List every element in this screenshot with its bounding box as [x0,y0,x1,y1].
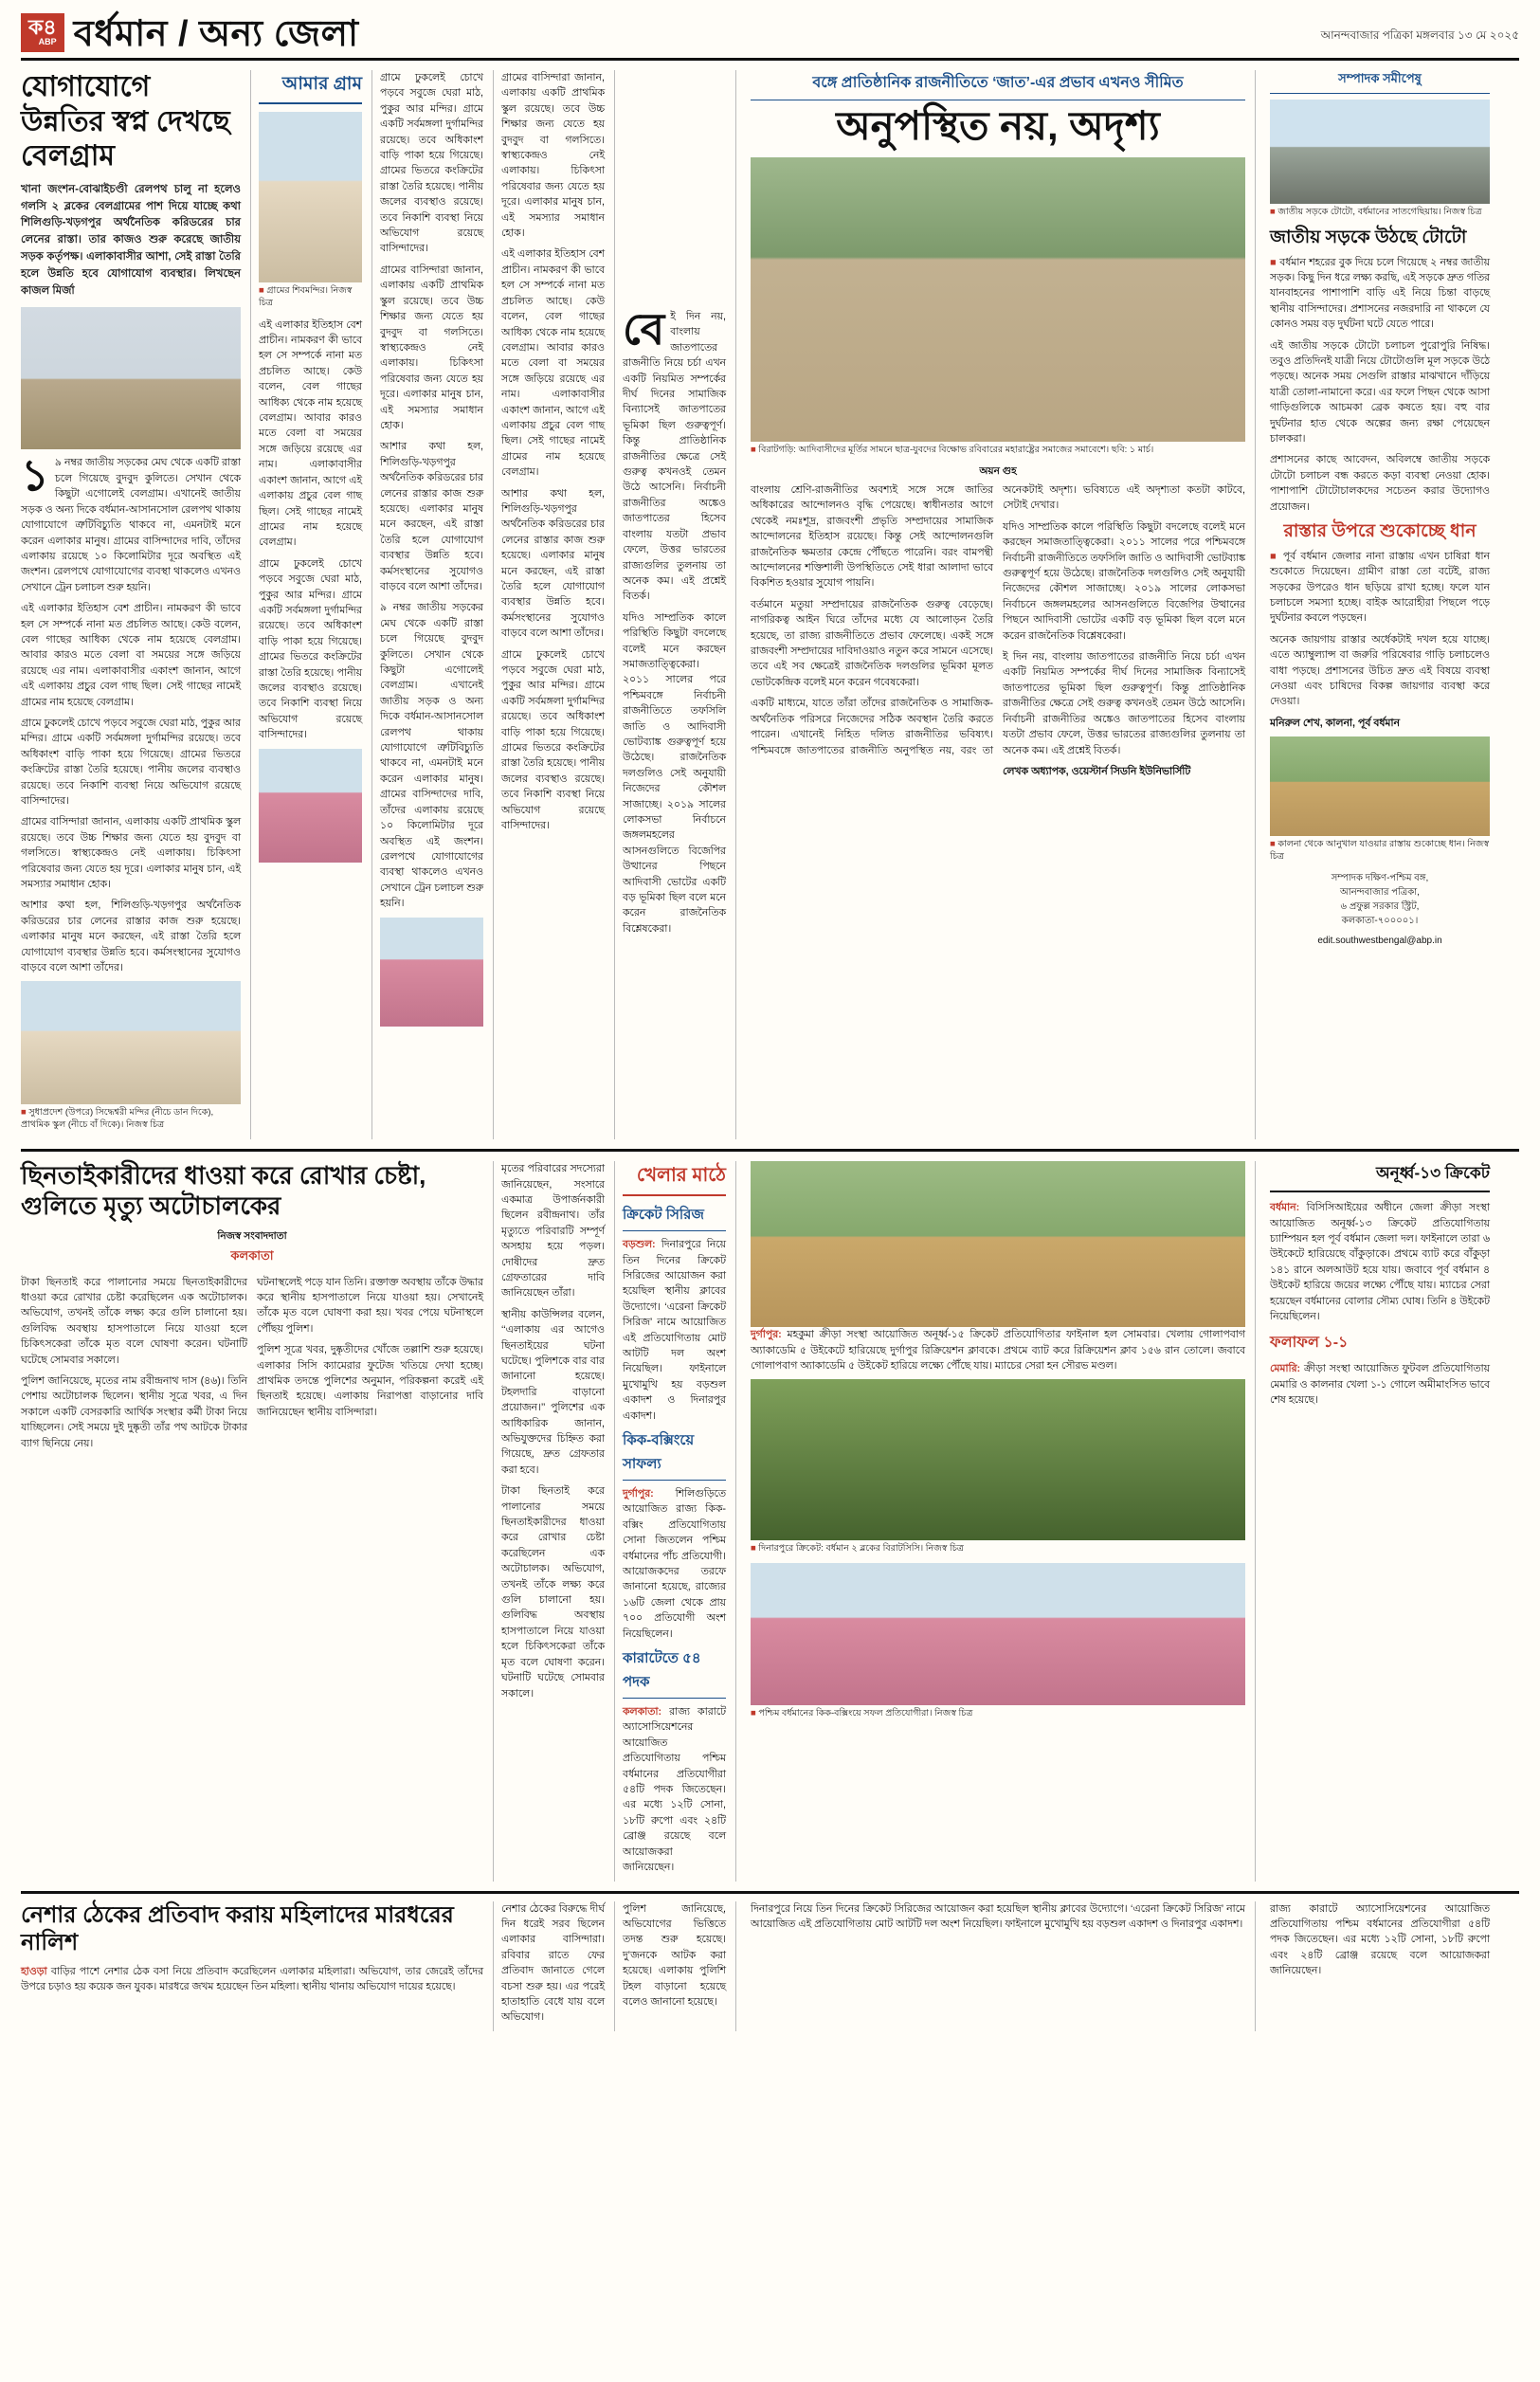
sports-photo-2 [751,1379,1245,1540]
editorial-email[interactable]: edit.southwestbengal@abp.in [1317,935,1442,946]
column-nesha-cont-1 [493,1901,605,2031]
snatch-para-3: পুলিশ সূত্রে খবর, দুষ্কৃতীদের খোঁজে তল্লাশি শুরু হয়েছে। এলাকার সিসি ক্যামেরার ফুটেজ খতিয়ে দেখা হচ্ছে। প্রাথমিক তদন্তে পুলিশের অনুমান, পরিকল্পনা করেই এই ছিনতাই হয়েছে। এলাকায় নিরাপত্তা বাড়ানোর দাবি জানিয়েছেন স্থানীয় বাসিন্দারা। [257,1344,483,1418]
belgram-cont2-para-3: গ্রামে ঢুকলেই চোখে পড়বে সবুজে ঘেরা মাঠ, পুকুর আর মন্দির। গ্রামে একটি সর্বমঙ্গলা দুর্গামন্দির রয়েছে। তবে অধিকাংশ বাড়ি পাকা হয়ে গিয়েছে। গ্রামের ভিতরে কংক্রিটের রাস্তা তৈরি হয়েছে। পানীয় জলের ব্যবস্থাও রয়েছে। তবে নিকাশি ব্যবস্থা নিয়ে অভিযোগ রয়েছে বাসিন্দাদের। [501,648,605,832]
jaat-body-para-3: বর্তমানে মতুয়া সম্প্রদায়ের রাজনৈতিক গুরুত্ব বেড়েছে। নাগরিকত্ব আইন ঘিরে তাঁদের মধ্যে যে আলোড়ন তৈরি হয়েছে, তা রাজ্য রাজনীতিতে প্রভাব ফেলেছে। একই সঙ্গে রাজবংশী সম্প্রদায়ের দাবিদাওয়াও নতুন করে সামনে এসেছে। তবে এই সব ক্ষেত্রেই রাজনৈতিক দলগুলির ভূমিকা মূলত ভোটকেন্দ্রিক বলেই মনে করেন গবেষকেরা। [751,598,993,688]
nesha-headline: নেশার ঠেকের প্রতিবাদ করায় মহিলাদের মারধরের নালিশ [21,1901,454,1955]
address-line-3: কলকাতা-৭০০০০১। [1341,915,1419,926]
masthead-dateline: আনন্দবাজার পত্রিকা মঙ্গলবার ১৩ মে ২০২৫ [1320,28,1519,42]
jaat-photo-caption-text: বিরাটগড়ি: আদিবাসীদের মূর্তির সামনে ছাত্র-যুবদের বিক্ষোভ রবিবারের মহারাষ্ট্রের সমাজের সমাবেশে। ছবি: ১ মার্চ। [758,445,1154,456]
amargram-photo-2 [259,749,362,863]
editorial-para-1: এই জাতীয় সড়কে টোটো চলাচল পুরোপুরি নিষিদ্ধ। তবুও প্রতিদিনই যাত্রী নিয়ে টোটোগুলি মূল সড়কে উঠে পড়ছে। অনেক সময় সেগুলি রাস্তার মাঝখানে দাঁড়িয়ে যাত্রী তোলা-নামানো করে। এর ফলে পিছন থেকে আসা গাড়িগুলিকে আচমকা ব্রেক কষতে হয়। বহু বার দুর্ঘটনার হাত থেকে অল্পের জন্য রক্ষা পেয়েছেন চালকরা। [1270,339,1490,445]
jaat-photo-caption: ■ বিরাটগড়ি: আদিবাসীদের মূর্তির সামনে ছাত্র-যুবদের বিক্ষোভ রবিবারের মহারাষ্ট্রের সমাজের সমাবেশে। ছবি: ১ মার্চ। [751,445,1154,456]
belgram-para-2: গ্রামে ঢুকলেই চোখে পড়বে সবুজে ঘেরা মাঠ, পুকুর আর মন্দির। গ্রামে একটি সর্বমঙ্গলা দুর্গামন্দির রয়েছে। তবে অধিকাংশ বাড়ি পাকা হয়ে গিয়েছে। গ্রামের ভিতরে কংক্রিটের রাস্তা তৈরি হয়েছে। পানীয় জলের ব্যবস্থাও রয়েছে। তবে নিকাশি ব্যবস্থা নিয়ে অভিযোগ রয়েছে বাসিন্দাদের। [21,717,241,807]
belgram-caption-text: সুধাপ্রদেশ (উপরে) সিদ্ধেশ্বরী মন্দির (নীচে ডান দিকে), প্রাথমিক স্কুল (নীচে বাঁ দিকে)। নিজস্ব চিত্র [21,1107,214,1131]
main-grid [21,70,1519,1139]
jaat-para-1: যদিও সাম্প্রতিক কালে পরিস্থিতি কিছুটা বদলেছে বলেই মনে করছেন সমাজতাত্ত্বিকেরা। ২০১১ সালের পরে পশ্চিমবঙ্গে নির্বাচনী রাজনীতিতে তফসিলি জাতি ও আদিবাসী ভোটব্যাঙ্ক গুরুত্বপূর্ণ হয়ে উঠেছে। রাজনৈতিক দলগুলিও সেই অনুযায়ী নিজেদের কৌশল সাজাচ্ছে। ২০১৯ সালের লোকসভা নির্বাচনে জঙ্গলমহলের আসনগুলিতে বিজেপির উত্থানের পিছনে আদিবাসী ভোটের একটি বড় ভূমিকা ছিল বলে মনে করেন রাজনৈতিক বিশ্লেষকেরা। [623,611,726,935]
bottom-sports-text: দিনারপুরে নিয়ে তিন দিনের ক্রিকেট সিরিজের আয়োজন করা হয়েছিল স্থানীয় ক্লাবের উদ্যোগে। ‘এরেনা ক্রিকেট সিরিজ’ নামে আয়োজিত এই প্রতিযোগিতায় মোট আটটি দল অংশ নিয়েছিল। ফাইনালে মুখোমুখি হয় বড়শুল একাদশ ও দিনারপুর একাদশ। [751,1902,1245,1930]
jaat-body-para-4: একটি মাধ্যমে, যাতে তাঁরা তাঁদের রাজনৈতিক ও সামাজিক-অর্থনৈতিক পরিসরে নিজেদের সঠিক অবস্থান তৈরি করতে পারেন। এখানেই নিহিত দলিত রাজনীতির ভবিষ্যৎ। পশ্চিমবঙ্গে জাতপাতের রাজনীতি অনুপস্থিত নয়, বরং তা অনেকটাই অদৃশ্য। ভবিষ্যতে এই অদৃশ্যতা কতটা কাটবে, সেটাই দেখার। [751,484,1245,756]
belgram-cont2-para-1: এই এলাকার ইতিহাস বেশ প্রাচীন। নামকরণ কী ভাবে হল সে সম্পর্কে নানা মত প্রচলিত আছে। কেউ বলেন, বেল গাছের আধিক্য থেকে নাম হয়েছে বেলগ্রাম। আবার কারও মতে বেলা বা সময়ের সঙ্গে জড়িয়ে রয়েছে এর নাম। এলাকাবাসীর একাংশ জানান, আগে এই এলাকায় প্রচুর বেল গাছ ছিল। সেই গাছের নামেই গ্রামের নাম হয়েছে বেলগ্রাম। [501,248,605,479]
snatch-headline: ছিনতাইকারীদের ধাওয়া করে রোখার চেষ্টা, গুলিতে মৃত্যু অটোচালকের [21,1161,426,1220]
masthead [21,13,1519,61]
belgram-photo-caption-bottom: ■ সুধাপ্রদেশ (উপরে) সিদ্ধেশ্বরী মন্দির (নীচে ডান দিকে), প্রাথমিক স্কুল (নীচে বাঁ দিকে)। নিজস্ব চিত্র [21,1107,214,1131]
bottom-divider [21,1891,1519,1894]
editorial-para2-1: অনেক জায়গায় রাস্তার অর্ধেকটাই দখল হয়ে যাচ্ছে। এতে অ্যাম্বুল্যান্স বা জরুরি পরিষেবার গাড়ি চলাচলেও বাধা পড়ছে। প্রশাসনের উচিত দ্রুত এই বিষয়ে ব্যবস্থা নেওয়া এবং চাষিদের বিকল্প জায়গার ব্যবস্থা করে দেওয়া। [1270,633,1490,708]
sports-item-1 [623,1237,726,1424]
vertical-rule-b [1255,70,1260,1139]
sports-section-head: খেলার মাঠে [623,1161,726,1196]
editorial-para2-0-text: পূর্ব বর্ধমান জেলার নানা রাস্তায় এখন চাষিরা ধান শুকোতে দিয়েছেন। গ্রামীণ রাস্তা তো বটেই, রাজ্য সড়কের উপরেও ধান ছড়িয়ে রাখা হচ্ছে। ফলে যান চলাচলে সমস্যা হচ্ছে। বাইক আরোহীরা পিছলে পড়ে দুর্ঘটনার কবলে পড়ছেন। [1270,550,1490,625]
belgram-cont-para-0: গ্রামে ঢুকলেই চোখে পড়বে সবুজে ঘেরা মাঠ, পুকুর আর মন্দির। গ্রামে একটি সর্বমঙ্গলা দুর্গামন্দির রয়েছে। তবে অধিকাংশ বাড়ি পাকা হয়ে গিয়েছে। গ্রামের ভিতরে কংক্রিটের রাস্তা তৈরি হয়েছে। পানীয় জলের ব্যবস্থাও রয়েছে। তবে নিকাশি ব্যবস্থা নিয়ে অভিযোগ রয়েছে বাসিন্দাদের। [380,72,483,255]
masthead-left [21,13,359,52]
editorial-para-2: প্রশাসনের কাছে আবেদন, অবিলম্বে জাতীয় সড়কে টোটো চলাচল বন্ধ করতে কড়া ব্যবস্থা নেওয়া হোক। পাশাপাশি টোটোচালকদের সচেতন করার উদ্যোগও প্রয়োজন। [1270,454,1490,513]
editorial-photo-2-caption: ■ কালনা থেকে আনুখাল যাওয়ার রাস্তায় শুকোচ্ছে ধান। নিজস্ব চিত্র [1270,839,1490,863]
sports-item-3 [623,1486,726,1642]
column-amargram [250,70,362,1139]
vertical-rule-c [735,1161,741,1881]
belgram-para-1: এই এলাকার ইতিহাস বেশ প্রাচীন। নামকরণ কী ভাবে হল সে সম্পর্কে নানা মত প্রচলিত আছে। কেউ বলেন, বেল গাছের আধিক্য থেকে নাম হয়েছে বেলগ্রাম। আবার কারও মতে বেলা বা সময়ের সঙ্গে জড়িয়ে রয়েছে এর নাম। এলাকাবাসীর একাংশ জানান, আগে এই এলাকায় প্রচুর বেল গাছ ছিল। সেই গাছের নামেই গ্রামের নাম হয়েছে বেলগ্রাম। [21,603,241,708]
column-belgram [21,70,241,1139]
snatch-para-2: ঘটনাস্থলেই পড়ে যান তিনি। রক্তাক্ত অবস্থায় তাঁকে উদ্ধার করে স্থানীয় হাসপাতালে নিয়ে যাওয়া হয়। সেখানেই তাঁকে মৃত বলে ঘোষণা করা হয়। খবর পেয়ে ঘটনাস্থলে পৌঁছয় পুলিশ। [257,1276,483,1335]
amargram-caption-text: গ্রামের শিবমন্দির। নিজস্ব চিত্র [259,285,353,308]
jaat-banner: বঙ্গে প্রাতিষ্ঠানিক রাজনীতিতে ‘জাত’-এর প্রভাব এখনও সীমিত [751,70,1245,100]
folio-badge [21,13,64,52]
sports-item-4-text: রাজ্য কারাটে অ্যাসোসিয়েশনের আয়োজিত প্রতিযোগিতায় পশ্চিম বর্ধমানের প্রতিযোগীরা ৫৪টি পদক জিতেছেন। এর মধ্যে ১২টি সোনা, ১৮টি রুপো এবং ২৪টি ব্রোঞ্জ রয়েছে বলে আয়োজকরা জানিয়েছেন। [623,1706,726,1874]
column-sports-right [1270,1161,1490,1881]
editorial-photo-2 [1270,736,1490,836]
sports-photo-1 [751,1161,1245,1327]
jaat-body-para-2: বাংলায় শ্রেণি-রাজনীতির অবশ্যই সঙ্গে সঙ্গে জাতির অধিকারের আন্দোলনও বৃদ্ধি পেয়েছে। স্বাধীনতার আগে থেকেই নমঃশূদ্র, রাজবংশী প্রভৃতি সম্প্রদায়ের সামাজিক আন্দোলনের ইতিহাস রয়েছে। কিন্তু সেই আন্দোলনগুলি রাজনৈতিক ক্ষমতার কেন্দ্রে পৌঁছতে পারেনি। বরং বামপন্থী আন্দোলনের শক্তিশালী উপস্থিতিতে সেই ধারা আলাদা ভাবে বিকশিত হওয়ার সুযোগ পায়নি। [751,484,993,590]
column-editorial [1270,70,1490,1139]
nesha-place: হাওড়া [21,1966,47,1978]
column-snatch-head [21,1161,483,1881]
folio-number: ক৪ [28,15,57,39]
belgram-photo-primary [21,307,241,449]
jaat-dropcap: বে [623,304,665,354]
column-bottom-sports [751,1901,1245,2031]
amargram-para-b: গ্রামে ঢুকলেই চোখে পড়বে সবুজে ঘেরা মাঠ, পুকুর আর মন্দির। গ্রামে একটি সর্বমঙ্গলা দুর্গামন্দির রয়েছে। তবে অধিকাংশ বাড়ি পাকা হয়ে গিয়েছে। গ্রামের ভিতরে কংক্রিটের রাস্তা তৈরি হয়েছে। পানীয় জলের ব্যবস্থাও রয়েছে। তবে নিকাশি ব্যবস্থা নিয়ে অভিযোগ রয়েছে বাসিন্দাদের। [259,557,362,741]
editorial-head: সম্পাদক সমীপেষু [1270,70,1490,94]
sports-photo-3-caption: ■ পশ্চিম বর্ধমানের কিক-বক্সিংয়ে সফল প্রতিযোগীরা। নিজস্ব চিত্র [751,1708,973,1719]
sports-photo-2-caption-text: দিনারপুরে ক্রিকেট: বর্ধমান ২ ব্লকের বিরাটসিসি। নিজস্ব চিত্র [758,1543,964,1555]
sports-sub-1: ক্রিকেট সিরিজ [623,1204,726,1231]
sports-item-1-place: বড়শুল: [623,1239,656,1251]
editorial-para-0: ■ বর্ধমান শহরের বুক দিয়ে চলে গিয়েছে ২ নম্বর জাতীয় সড়ক। কিছু দিন ধরে লক্ষ্য করছি, এই সড়কে দ্রুত গতির যানবাহনের পাশাপাশি বাড়ি এই নিয়ে চিন্তা বাড়ছে স্থানীয় বাসিন্দাদের। প্রশাসনের নজরদারি না থাকলে যে কোনও সময় বড় দুর্ঘটনা ঘটে যেতে পারে। [1270,256,1490,331]
address-line-0: সম্পাদক দক্ষিণ-পশ্চিম বঙ্গ, [1331,872,1429,883]
belgram-cont-para-2: আশার কথা হল, শিলিগুড়ি-খড়গপুর অর্থনৈতিক করিডরের চার লেনের রাস্তার কাজ শুরু হয়েছে। এলাকার মানুষ মনে করছেন, এই রাস্তা তৈরি হলে যোগাযোগ ব্যবস্থার উন্নতি হবে। কর্মসংস্থানের সুযোগও বাড়বে বলে আশা তাঁদের। [380,441,483,592]
snatch-para-5: স্থানীয় কাউন্সিলর বলেন, ‘‘এলাকায় এর আগেও ছিনতাইয়ের ঘটনা ঘটেছে। পুলিশকে বার বার জানানো হয়েছে। টহলদারি বাড়ানো প্রয়োজন।’’ পুলিশের এক আধিকারিক জানান, অভিযুক্তদের চিহ্নিত করা গিয়েছে, দ্রুত গ্রেফতার করা হবে। [501,1308,605,1476]
bottom-right-text: রাজ্য কারাটে অ্যাসোসিয়েশনের আয়োজিত প্রতিযোগিতায় পশ্চিম বর্ধমানের প্রতিযোগীরা ৫৪টি পদক জিতেছেন। এর মধ্যে ১২টি সোনা, ১৮টি রুপো এবং ২৪টি ব্রোঞ্জ রয়েছে বলে আয়োজকরা জানিয়েছেন। [1270,1902,1490,1977]
editorial-headline-1: জাতীয় সড়কে উঠছে টোটো [1270,227,1467,247]
snatch-byline: নিজস্ব সংবাদদাতা [217,1229,287,1242]
page-title: বর্ধমান / অন্য জেলা [73,14,359,54]
editorial-photo-1-caption-text: জাতীয় সড়কে টোটো, বর্ধমানের সাতগেছিয়ায়। নিজস্ব চিত্র [1277,207,1482,217]
jaat-para-0 [623,304,726,605]
amargram-para-a: এই এলাকার ইতিহাস বেশ প্রাচীন। নামকরণ কী ভাবে হল সে সম্পর্কে নানা মত প্রচলিত আছে। কেউ বলেন, বেল গাছের আধিক্য থেকে নাম হয়েছে বেলগ্রাম। আবার কারও মতে বেলা বা সময়ের সঙ্গে জড়িয়ে রয়েছে এর নাম। এলাকাবাসীর একাংশ জানান, আগে এই এলাকায় প্রচুর বেল গাছ ছিল। সেই গাছের নামেই গ্রামের নাম হয়েছে বেলগ্রাম। [259,318,362,549]
sports-right-item2-text: ক্রীড়া সংস্থা আয়োজিত ফুটবল প্রতিযোগিতায় মেমারি ও কালনার খেলা ১-১ গোলে অমীমাংসিত ভাবে শেষ হয়েছে। [1270,1363,1490,1407]
column-jaat-main [751,70,1245,1139]
sports-item-4 [623,1704,726,1875]
jaat-footer: লেখক অধ্যাপক, ওয়েস্টার্ন সিডনি ইউনিভার্সিটি [1003,765,1191,777]
belgram-photo-3 [380,918,483,1027]
vertical-rule-a [735,70,741,1139]
jaat-headline: অনুপস্থিত নয়, অদৃশ্য [836,103,1160,148]
column-sports-1 [614,1161,726,1881]
section-amar-gram: আমার গ্রাম [259,70,362,104]
editorial-headline-2: রাস্তার উপরে শুকোচ্ছে ধান [1283,521,1477,542]
editorial-photo-2-caption-text: কালনা থেকে আনুখাল যাওয়ার রাস্তায় শুকোচ্ছে ধান। নিজস্ব চিত্র [1270,839,1490,863]
sports-result: ফলাফল ১-১ [1270,1335,1349,1352]
folio-sub: ABP [38,37,57,46]
sports-item-3-text: শিলিগুড়িতে আয়োজিত রাজ্য কিক-বক্সিং প্রতিযোগিতায় সোনা জিতলেন পশ্চিম বর্ধমানের পাঁচ প্রতিযোগী। আয়োজকদের তরফে জানানো হয়েছে, রাজ্যের ১৬টি জেলা থেকে প্রায় ৭০০ প্রতিযোগী অংশ নিয়েছিলেন। [623,1487,726,1640]
belgram-para-3: গ্রামের বাসিন্দারা জানান, এলাকায় একটি প্রাথমিক স্কুল রয়েছে। তবে উচ্চ শিক্ষার জন্য যেতে হয় বুদবুদ বা গলসিতে। স্বাস্থ্যকেন্দ্রও নেই এলাকায়। চিকিৎসা পরিষেবার জন্য যেতে হয় দূরে। এলাকার মানুষ চান, এই সমস্যার সমাধান হোক। [21,816,241,891]
jaat-body-columns [751,482,1245,779]
editorial-address [1270,871,1490,928]
jaat-body-para-1b: যদিও সাম্প্রতিক কালে পরিস্থিতি কিছুটা বদলেছে বলেই মনে করছেন সমাজতাত্ত্বিকেরা। ২০১১ সালের পরে পশ্চিমবঙ্গে নির্বাচনী রাজনীতিতে তফসিলি জাতি ও আদিবাসী ভোটব্যাঙ্ক গুরুত্বপূর্ণ হয়ে উঠেছে। রাজনৈতিক দলগুলিও সেই অনুযায়ী নিজেদের কৌশল সাজাচ্ছে। ২০১৯ সালের লোকসভা নির্বাচনে জঙ্গলমহলের আসনগুলিতে বিজেপির উত্থানের পিছনে আদিবাসী ভোটের একটি বড় ভূমিকা ছিল বলে মনে করেন রাজনৈতিক বিশ্লেষকেরা। [1003,520,1245,642]
belgram-dropcap: ১ [21,450,49,500]
vertical-rule-f [1255,1901,1260,2031]
column-nesha-cont-2 [614,1901,726,2031]
sports-photo-2-caption: ■ দিনারপুরে ক্রিকেট: বর্ধমান ২ ব্লকের বিরাটসিসি। নিজস্ব চিত্র [751,1543,964,1555]
snatch-para-1: পুলিশ জানিয়েছে, মৃতের নাম রবীন্দ্রনাথ দাস (৪৬)। তিনি পেশায় অটোচালক ছিলেন। স্থানীয় সূত্রে খবর, এ দিন সকালে একটি বেসরকারি আর্থিক সংস্থার কর্মী টাকা নিয়ে যাচ্ছিলেন। সেই সময়ে দুই দুষ্কৃতী তাঁর পথ আটকে টাকার ব্যাগ ছিনিয়ে নেয়। [21,1374,247,1449]
bottom-grid [21,1161,1519,1881]
nesha-para-0 [21,1964,483,1995]
amargram-temple-photo [259,112,362,282]
belgram-cont2-para-2: আশার কথা হল, শিলিগুড়ি-খড়গপুর অর্থনৈতিক করিডরের চার লেনের রাস্তার কাজ শুরু হয়েছে। এলাকার মানুষ মনে করছেন, এই রাস্তা তৈরি হলে যোগাযোগ ব্যবস্থার উন্নতি হবে। কর্মসংস্থানের সুযোগও বাড়বে বলে আশা তাঁদের। [501,487,605,640]
editorial-letter-sign: মনিরুল শেখ, কালনা, পূর্ব বর্ধমান [1270,717,1400,729]
snatch-place: কলকাতা [230,1247,274,1263]
vertical-rule-e [735,1901,741,2031]
column-snatch-cont [493,1161,605,1881]
sports-item-1-text: দিনারপুরে নিয়ে তিন দিনের ক্রিকেট সিরিজের আয়োজন করা হয়েছিল স্থানীয় ক্লাবের উদ্যোগে। ‘এরেনা ক্রিকেট সিরিজ’ নামে আয়োজিত এই প্রতিযোগিতায় মোট আটটি দল অংশ নিয়েছিল। ফাইনালে মুখোমুখি হয় বড়শুল একাদশ ও দিনারপুর একাদশ। [623,1239,726,1422]
sports-item-4-place: কলকাতা: [623,1706,662,1718]
belgram-para-0-text: ৯ নম্বর জাতীয় সড়কের মেঘ থেকে একটি রাস্তা চলে গিয়েছে বুদবুদ কুলিতে। সেখান থেকে কিছুটা এগোলেই বেলগ্রাম। এখানেই জাতীয় সড়ক ও অন্য দিকে বর্ধমান-আসানসোল রেলপথ থাকায় যোগাযোগে ত্রুটিবিচ্যুতি থাকবে না, এমনটাই মনে করেন এলাকার মানুষ। গ্রামের বাসিন্দাদের দাবি, তাঁদের এলাকায় রয়েছে ১০ কিলোমিটার দূরে অবস্থিত এই জংশন। রেলপথে যোগাযোগের ব্যবস্থা থাকলেও এখনও সেখানে ট্রেন চলাচল শুরু হয়নি। [21,457,241,593]
snatch-body [21,1275,483,1451]
sports-right-item2 [1270,1361,1490,1408]
belgram-headline: যোগাযোগে উন্নতির স্বপ্ন দেখছে বেলগ্রাম [21,71,230,173]
belgram-standfirst: খানা জংশন-বোঝাইচণ্ডী রেলপথ চালু না হলেও গলসি ২ ব্লকের বেলগ্রামের পাশ দিয়ে যাচ্ছে কথা শিলিগুড়ি-খড়গপুর অর্থনৈতিক করিডরের চার লেনের রাস্তা। তার কাজও শুরু করেছে জাতীয় সড়ক কর্তৃপক্ষ। এলাকাবাসীর আশা, সেই রাস্তা তৈরি হলে উন্নতি হবে যোগাযোগ ব্যবস্থার। লিখছেন কাজল মির্জা [21,183,241,297]
sports-right-item2-place: মেমারি: [1270,1363,1301,1375]
bottom-grid-2 [21,1901,1519,2031]
sports-sub-3: কারাটেতে ৫৪ পদক [623,1647,726,1699]
sports-item-2-text: মহকুমা ক্রীড়া সংস্থা আয়োজিত অনূর্ধ্ব-১৫ ক্রিকেট প্রতিযোগিতার ফাইনাল হল সোমবার। খেলায় গোলাপবাগ অ্যাকাডেমি ৫ উইকেটে হারিয়েছে দুর্গাপুর রিক্রিয়েশন ক্লাবকে। প্রথমে ব্যাট করে রিক্রিয়েশন ক্লাব ১৫৬ রান তোলে। জবাবে গোলাপবাগ অ্যাকাডেমি ৫ উইকেট হারিয়ে লক্ষ্যে পৌঁছে যায়। ম্যাচের সেরা হন সৌরভ মণ্ডল। [751,1329,1246,1372]
address-line-1: আনন্দবাজার পত্রিকা, [1340,886,1420,898]
sports-right-item [1270,1200,1490,1324]
belgram-cont-para-3: ৯ নম্বর জাতীয় সড়কের মেঘ থেকে একটি রাস্তা চলে গিয়েছে বুদবুদ কুলিতে। সেখান থেকে কিছুটা এগোলেই বেলগ্রাম। এখানেই জাতীয় সড়ক ও অন্য দিকে বর্ধমান-আসানসোল রেলপথ থাকায় যোগাযোগে ত্রুটিবিচ্যুতি থাকবে না, এমনটাই মনে করেন এলাকার মানুষ। গ্রামের বাসিন্দাদের দাবি, তাঁদের এলাকায় রয়েছে ১০ কিলোমিটার দূরে অবস্থিত এই জংশন। রেলপথে যোগাযোগের ব্যবস্থা থাকলেও এখনও সেখানে ট্রেন চলাচল শুরু হয়নি। [380,602,483,910]
snatch-para-0: টাকা ছিনতাই করে পালানোর সময়ে ছিনতাইকারীদের ধাওয়া করে রোখার চেষ্টা করেছিলেন এক অটোচালক। অভিযোগ, তখনই তাঁকে লক্ষ্য করে গুলি চালানো হয়। গুলিবিদ্ধ অবস্থায় হাসপাতালে নিয়ে যাওয়া হলে চিকিৎসকেরা তাঁকে মৃত বলে ঘোষণা করেন। ঘটনাটি ঘটেছে সোমবার সকালে। [21,1276,247,1366]
column-jaat-1 [614,70,726,1139]
editorial-para-0-text: বর্ধমান শহরের বুক দিয়ে চলে গিয়েছে ২ নম্বর জাতীয় সড়ক। কিছু দিন ধরে লক্ষ্য করছি, এই সড়কে দ্রুত গতির যানবাহনের পাশাপাশি বাড়ি এই নিয়ে চিন্তা বাড়ছে স্থানীয় বাসিন্দাদের। প্রশাসনের নজরদারি না থাকলে যে কোনও সময় বড় দুর্ঘটনা ঘটে যেতে পারে। [1270,256,1490,331]
sports-item-2 [751,1327,1245,1373]
sports-right-text: বিসিসিআইয়ের অধীনে জেলা ক্রীড়া সংস্থা আয়োজিত অনূর্ধ্ব-১৩ ক্রিকেট প্রতিযোগিতায় চ্যাম্পিয়ন হল পূর্ব বর্ধমান জেলা দল। ফাইনালে তারা ৬ উইকেটে হারিয়েছে বাঁকুড়াকে। প্রথমে ব্যাট করে বাঁকুড়া ১৪১ রানে অলআউট হয়ে যায়। জবাবে পূর্ব বর্ধমান ৪ উইকেট হারিয়ে জয়ের লক্ষ্যে পৌঁছে যায়। ম্যাচের সেরা হয়েছেন বর্ধমানের বোলার সৌম্য ঘোষ। তিনি ৪ উইকেট নিয়েছিলেন। [1270,1202,1490,1322]
sports-photo-3-caption-text: পশ্চিম বর্ধমানের কিক-বক্সিংয়ে সফল প্রতিযোগীরা। নিজস্ব চিত্র [758,1708,973,1719]
sports-sub-2: কিক-বক্সিংয়ে সাফল্য [623,1429,726,1481]
nesha-para-1: নেশার ঠেকের বিরুদ্ধে দীর্ঘ দিন ধরেই সরব ছিলেন এলাকার বাসিন্দারা। রবিবার রাতে ফের প্রতিবাদ জানাতে গেলে বচসা শুরু হয়। এর পরেই হাতাহাতি বেধে যায় বলে অভিযোগ। [501,1902,605,2024]
belgram-cont-para-1: গ্রামের বাসিন্দারা জানান, এলাকায় একটি প্রাথমিক স্কুল রয়েছে। তবে উচ্চ শিক্ষার জন্য যেতে হয় বুদবুদ বা গলসিতে। স্বাস্থ্যকেন্দ্রও নেই এলাকায়। চিকিৎসা পরিষেবার জন্য যেতে হয় দূরে। এলাকার মানুষ চান, এই সমস্যার সমাধান হোক। [380,264,483,431]
nesha-para-0-text: বাড়ির পাশে নেশার ঠেক বসা নিয়ে প্রতিবাদ করেছিলেন এলাকার মহিলারা। অভিযোগ, তার জেরেই তাঁদের উপরে চড়াও হয় কয়েক জন যুবক। মারধরে জখম হয়েছেন তিন মহিলা। স্থানীয় থানায় অভিযোগ দায়ের হয়েছে। [21,1966,484,1993]
column-bottom-right [1270,1901,1490,2031]
belgram-para-0 [21,450,241,595]
sports-right-place: বর্ধমান: [1270,1202,1300,1214]
belgram-cont2-para-0: গ্রামের বাসিন্দারা জানান, এলাকায় একটি প্রাথমিক স্কুল রয়েছে। তবে উচ্চ শিক্ষার জন্য যেতে হয় বুদবুদ বা গলসিতে। স্বাস্থ্যকেন্দ্রও নেই এলাকায়। চিকিৎসা পরিষেবার জন্য যেতে হয় দূরে। এলাকার মানুষ চান, এই সমস্যার সমাধান হোক। [501,72,605,240]
snatch-para-6: টাকা ছিনতাই করে পালানোর সময়ে ছিনতাইকারীদের ধাওয়া করে রোখার চেষ্টা করেছিলেন এক অটোচালক। অভিযোগ, তখনই তাঁকে লক্ষ্য করে গুলি চালানো হয়। গুলিবিদ্ধ অবস্থায় হাসপাতালে নিয়ে যাওয়া হলে চিকিৎসকেরা তাঁকে মৃত বলে ঘোষণা করেন। ঘটনাটি ঘটেছে সোমবার সকালে। [501,1485,605,1700]
column-nesha [21,1901,483,2031]
belgram-photo-temple1 [21,981,241,1104]
vertical-rule-d [1255,1161,1260,1881]
address-line-2: ৬ প্রফুল্ল সরকার স্ট্রিট, [1340,900,1420,912]
column-sports-photos [751,1161,1245,1881]
jaat-para-0-text: ই দিন নয়, বাংলায় জাতপাতের রাজনীতি নিয়ে চর্চা এখন একটি নিয়মিত সম্পর্কের দীর্ঘ দিনের সামাজিক বিন্যাসেই জাতপাতের ভূমিকা ছিল গুরুত্বপূর্ণ। কিন্তু প্রাতিষ্ঠানিক রাজনীতির ক্ষেত্রে সেই গুরুত্ব কখনওই তেমন উঠে আসেনি। নির্বাচনী রাজনীতির অঙ্কেও জাতপাতের হিসেব বাংলায় যতটা প্রভাব ফেলে, উত্তর ভারতের রাজ্যগুলির তুলনায় তা অনেক কম। এই প্রশ্নেই বিতর্ক। [623,311,726,603]
column-belgram-cont-2 [493,70,605,1139]
bottom-section [21,1149,1519,2031]
sports-item-3-place: দুর্গাপুর: [623,1487,654,1500]
jaat-photo [751,157,1245,442]
editorial-photo-1 [1270,100,1490,204]
sports-right-head: অনূর্ধ্ব-১৩ ক্রিকেট [1270,1161,1490,1192]
editorial-photo-1-caption: ■ জাতীয় সড়কে টোটো, বর্ধমানের সাতগেছিয়ায়। নিজস্ব চিত্র [1270,207,1482,217]
snatch-para-4: মৃতের পরিবারের সদস্যেরা জানিয়েছেন, সংসারে একমাত্র উপার্জনকারী ছিলেন রবীন্দ্রনাথ। তাঁর মৃত্যুতে পরিবারটি সম্পূর্ণ অসহায় হয়ে পড়ল। দোষীদের দ্রুত গ্রেফতারের দাবি জানিয়েছেন তাঁরা। [501,1163,605,1300]
amargram-photo-caption: ■ গ্রামের শিবমন্দির। নিজস্ব চিত্র [259,285,353,308]
belgram-para-4: আশার কথা হল, শিলিগুড়ি-খড়গপুর অর্থনৈতিক করিডরের চার লেনের রাস্তার কাজ শুরু হয়েছে। এলাকার মানুষ মনে করছেন, এই রাস্তা তৈরি হলে যোগাযোগ ব্যবস্থার উন্নতি হবে। কর্মসংস্থানের সুযোগও বাড়বে বলে আশা তাঁদের। [21,900,241,974]
sports-photo-3 [751,1563,1245,1705]
sports-item-2-place: দুর্গাপুর: [751,1329,782,1341]
jaat-body-para-0b: ই দিন নয়, বাংলায় জাতপাতের রাজনীতি নিয়ে চর্চা এখন একটি নিয়মিত সম্পর্কের দীর্ঘ দিনের সামাজিক বিন্যাসেই জাতপাতের ভূমিকা ছিল গুরুত্বপূর্ণ। কিন্তু প্রাতিষ্ঠানিক রাজনীতির ক্ষেত্রে সেই গুরুত্ব কখনওই তেমন উঠে আসেনি। নির্বাচনী রাজনীতির অঙ্কেও জাতপাতের হিসেব বাংলায় যতটা প্রভাব ফেলে, উত্তর ভারতের রাজ্যগুলির তুলনায় তা অনেক কম। এই প্রশ্নেই বিতর্ক। [1003,651,1245,756]
jaat-byline: অয়ন গুহ [979,465,1017,477]
editorial-para2-0: ■ পূর্ব বর্ধমান জেলার নানা রাস্তায় এখন চাষিরা ধান শুকোতে দিয়েছেন। গ্রামীণ রাস্তা তো বটেই, রাজ্য সড়কের উপরেও ধান ছড়িয়ে রাখা হচ্ছে। ফলে যান চলাচলে সমস্যা হচ্ছে। বাইক আরোহীরা পিছলে পড়ে দুর্ঘটনার কবলে পড়ছেন। [1270,550,1490,625]
nesha-para-2: পুলিশ জানিয়েছে, অভিযোগের ভিত্তিতে তদন্ত শুরু হয়েছে। দু’জনকে আটক করা হয়েছে। এলাকায় পুলিশি টহল বাড়ানো হয়েছে বলেও জানানো হয়েছে। [623,1902,726,2008]
column-belgram-cont-1 [371,70,483,1139]
